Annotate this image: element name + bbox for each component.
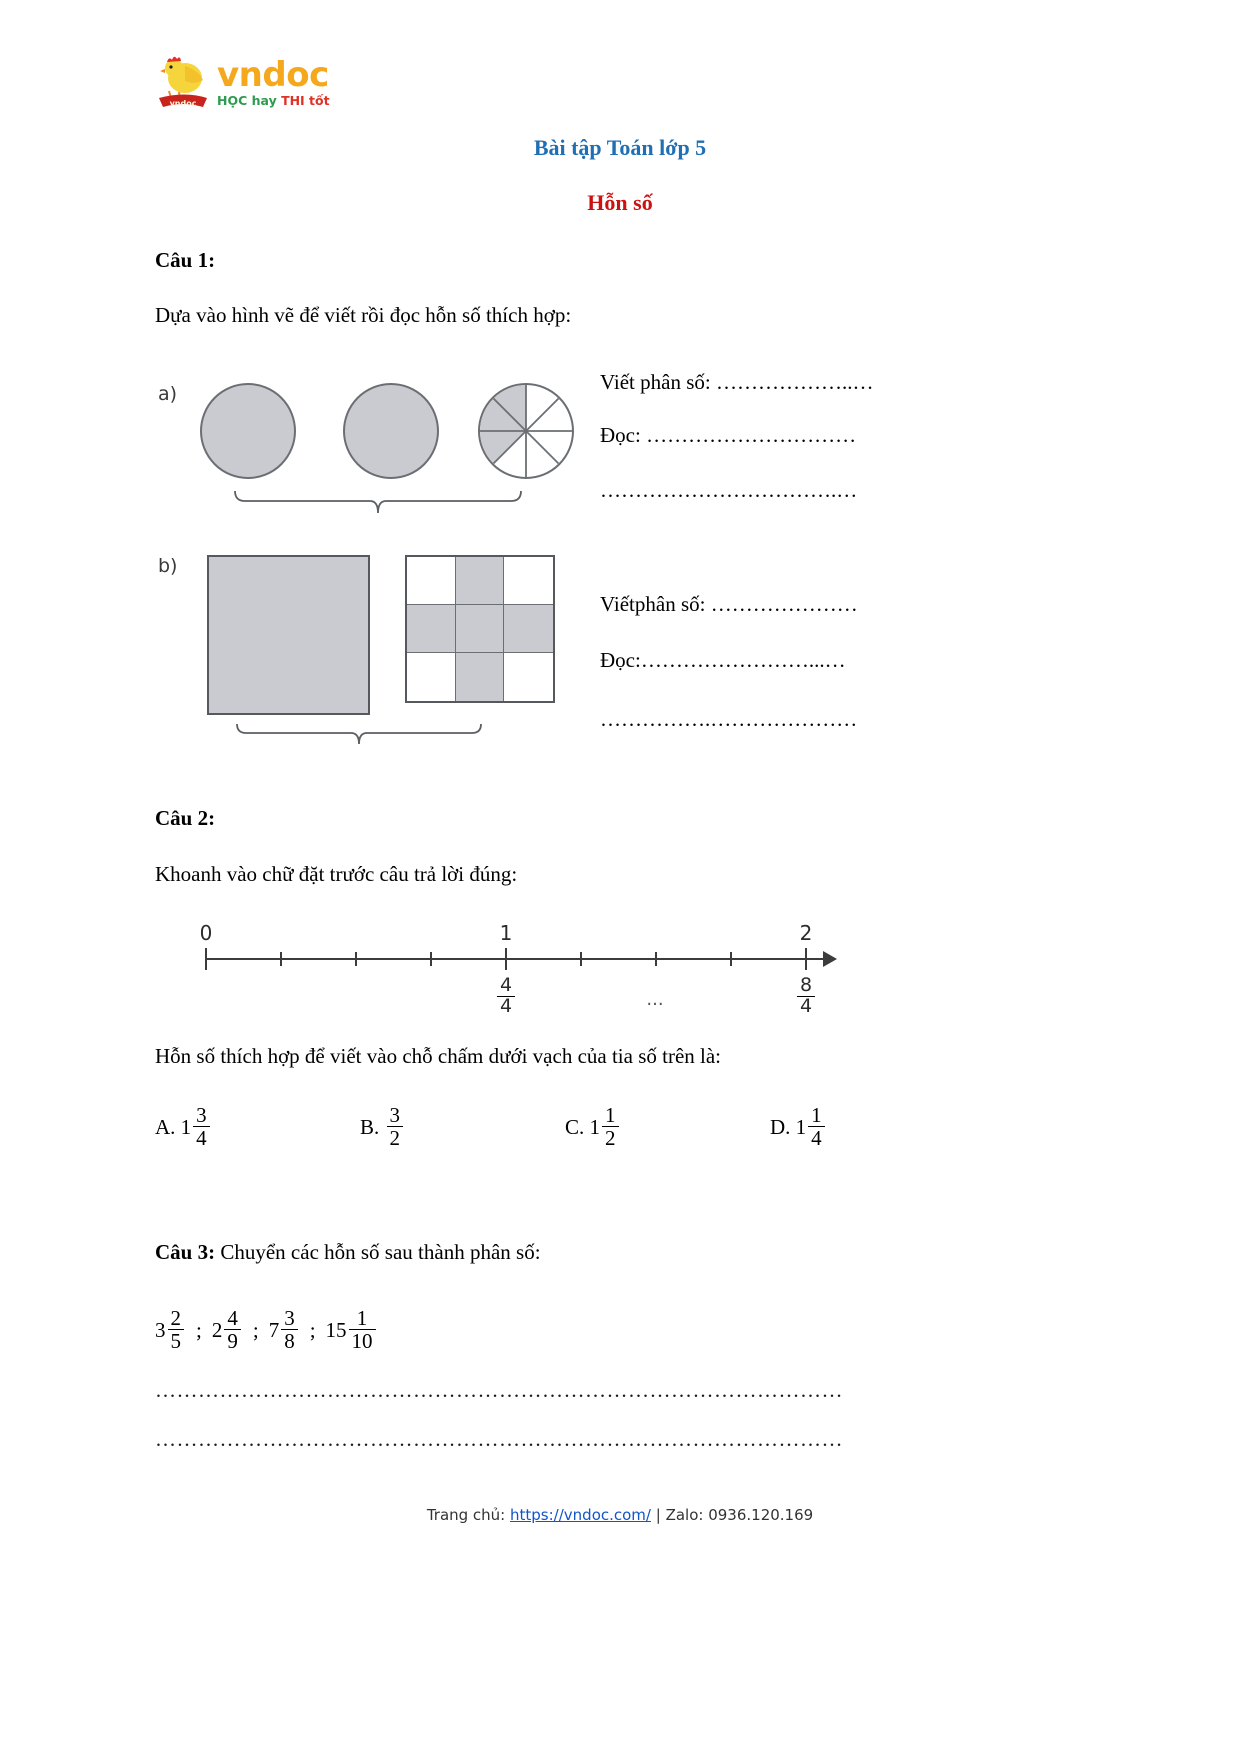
fraction-numerator: 2: [170, 1306, 181, 1330]
brace-a: [233, 487, 523, 524]
grid-cell: [504, 605, 553, 653]
grid-cell: [407, 653, 456, 701]
brand-tagline: [217, 95, 330, 108]
chicken-logo-icon: [155, 52, 211, 114]
logo-badge-text: vndoc: [169, 99, 197, 108]
fraction: [281, 1307, 298, 1352]
b-read-line: Đọc:……………………...…: [600, 648, 846, 672]
number-line-bottom-fraction: [495, 974, 517, 1018]
mixed-number: [326, 1308, 378, 1353]
brace-b: [235, 721, 485, 756]
question-3-prompt: Chuyển các hỗn số sau thành phân số:: [220, 1240, 541, 1264]
fraction: [797, 976, 815, 1017]
number-line-ellipsis: ...: [646, 989, 664, 1010]
option-whole-part: 1: [795, 1115, 807, 1140]
mixed-number: [155, 1308, 186, 1353]
number-line-top-label: 2: [799, 921, 813, 945]
fraction-denominator: 2: [602, 1126, 619, 1149]
number-line-major-tick: [505, 948, 507, 970]
option-c[interactable]: [565, 1105, 621, 1150]
fraction-denominator: 4: [808, 1126, 825, 1149]
question-3-line: [155, 1240, 541, 1265]
option-a[interactable]: [155, 1105, 212, 1150]
b-extra-line: …………….…………………: [600, 707, 858, 731]
fraction: [349, 1307, 376, 1352]
fraction-numerator: 4: [227, 1306, 238, 1330]
number-line-minor-tick: [730, 952, 732, 966]
fraction-numerator: 8: [799, 974, 813, 996]
grid-cell: [504, 653, 553, 701]
b-write-fraction-line: Viếtphân số: …………………: [600, 592, 858, 616]
question-2-heading: Câu 2:: [155, 806, 216, 830]
fraction: [387, 1104, 404, 1149]
a-write-fraction-line: Viết phân số: ………………..…: [600, 370, 874, 394]
mixed-whole-part: 7: [268, 1318, 280, 1343]
fraction-denominator: 8: [281, 1329, 298, 1352]
footer-suffix: | Zalo: 0936.120.169: [650, 1506, 814, 1524]
fraction: [602, 1104, 619, 1149]
mixed-number: [269, 1308, 300, 1353]
number-line-minor-tick: [280, 952, 282, 966]
mixed-whole-part: 2: [211, 1318, 223, 1343]
fraction-denominator: 9: [224, 1329, 241, 1352]
number-line-top-label: 1: [499, 921, 513, 945]
number-line-arrow-icon: [823, 951, 837, 967]
question-1-heading: Câu 1:: [155, 248, 216, 272]
option-whole-part: 1: [589, 1115, 601, 1140]
fraction-numerator: 4: [499, 974, 513, 996]
figure-label-b: b): [158, 555, 178, 577]
page-title: Bài tập Toán lớp 5: [533, 135, 707, 160]
whole-square: [207, 555, 370, 715]
mixed-number-separator: ;: [309, 1318, 316, 1343]
number-line-axis: [205, 958, 825, 960]
fraction: [193, 1104, 210, 1149]
grid-cell: [504, 557, 553, 605]
tagline-red: THI tốt: [281, 93, 330, 109]
mixed-number: [212, 1308, 243, 1353]
fraction-denominator: 4: [497, 996, 515, 1017]
number-line-minor-tick: [430, 952, 432, 966]
page-subtitle: Hỗn số: [587, 190, 653, 215]
grid-cell: [456, 557, 505, 605]
footer-prefix: Trang chủ:: [426, 1506, 511, 1524]
question-2-options: [155, 1105, 915, 1165]
number-line-bottom-fraction: [795, 974, 817, 1018]
answer-line-1[interactable]: ……………………………………………………………………………………: [155, 1378, 843, 1402]
partial-circle-eighths: [478, 383, 574, 479]
option-letter: C.: [565, 1115, 590, 1140]
fraction: [224, 1307, 241, 1352]
a-read-line: Đọc: …………………………: [600, 423, 857, 447]
fraction-numerator: 3: [284, 1306, 295, 1330]
question-1-prompt: Dựa vào hình vẽ để viết rồi đọc hỗn số thích hợp:: [155, 303, 572, 327]
number-line-figure: [195, 915, 845, 1025]
number-line-major-tick: [805, 948, 807, 970]
brand-wordmark: vndoc: [217, 55, 329, 96]
option-d[interactable]: [770, 1105, 827, 1150]
partial-square-ninths: [405, 555, 555, 703]
number-line-major-tick: [205, 948, 207, 970]
question-3-heading: Câu 3:: [155, 1240, 216, 1264]
number-line-minor-tick: [580, 952, 582, 966]
whole-circle-1: [200, 383, 296, 479]
fraction-numerator: 1: [605, 1103, 616, 1127]
a-extra-line: …………………………….…: [600, 478, 858, 502]
grid-cell: [456, 653, 505, 701]
mixed-number-separator: ;: [196, 1318, 202, 1343]
mixed-whole-part: 15: [325, 1318, 347, 1343]
number-line-top-label: 0: [199, 921, 213, 945]
mixed-number-separator: ;: [252, 1318, 259, 1343]
option-letter: B.: [360, 1115, 385, 1140]
whole-circle-2: [343, 383, 439, 479]
grid-cell: [407, 557, 456, 605]
option-letter: D.: [770, 1115, 796, 1140]
grid-cell: [456, 605, 505, 653]
fraction-numerator: 1: [356, 1306, 368, 1330]
mixed-whole-part: 3: [155, 1318, 166, 1343]
answer-line-2[interactable]: ……………………………………………………………………………………: [155, 1427, 843, 1451]
vndoc-logo[interactable]: [155, 52, 330, 114]
figure-label-a: a): [158, 383, 178, 405]
number-line-minor-tick: [655, 952, 657, 966]
option-whole-part: 1: [180, 1115, 192, 1140]
option-b[interactable]: [360, 1105, 405, 1150]
fraction-numerator: 3: [196, 1103, 207, 1127]
tagline-green: HỌC hay: [217, 93, 282, 109]
fraction-denominator: 10: [349, 1329, 376, 1352]
fraction-numerator: 1: [811, 1103, 822, 1127]
fraction-numerator: 3: [389, 1103, 401, 1127]
question-1-figures: [155, 365, 585, 765]
fraction-denominator: 4: [797, 996, 815, 1017]
fraction-denominator: 2: [387, 1126, 404, 1149]
question-3-mixed-numbers: [155, 1308, 378, 1353]
page-footer: [0, 1506, 1240, 1524]
fraction: [497, 976, 515, 1017]
grid-cell: [407, 605, 456, 653]
option-letter: A.: [155, 1115, 181, 1140]
footer-link[interactable]: https://vndoc.com/: [510, 1506, 651, 1524]
fraction: [168, 1307, 185, 1352]
fraction-denominator: 4: [193, 1126, 210, 1149]
fraction-denominator: 5: [168, 1329, 185, 1352]
question-2-prompt: Khoanh vào chữ đặt trước câu trả lời đúng:: [155, 862, 518, 886]
number-line-minor-tick: [355, 952, 357, 966]
fraction: [808, 1104, 825, 1149]
question-2-question: Hỗn số thích hợp để viết vào chỗ chấm dưới vạch của tia số trên là:: [155, 1044, 722, 1068]
